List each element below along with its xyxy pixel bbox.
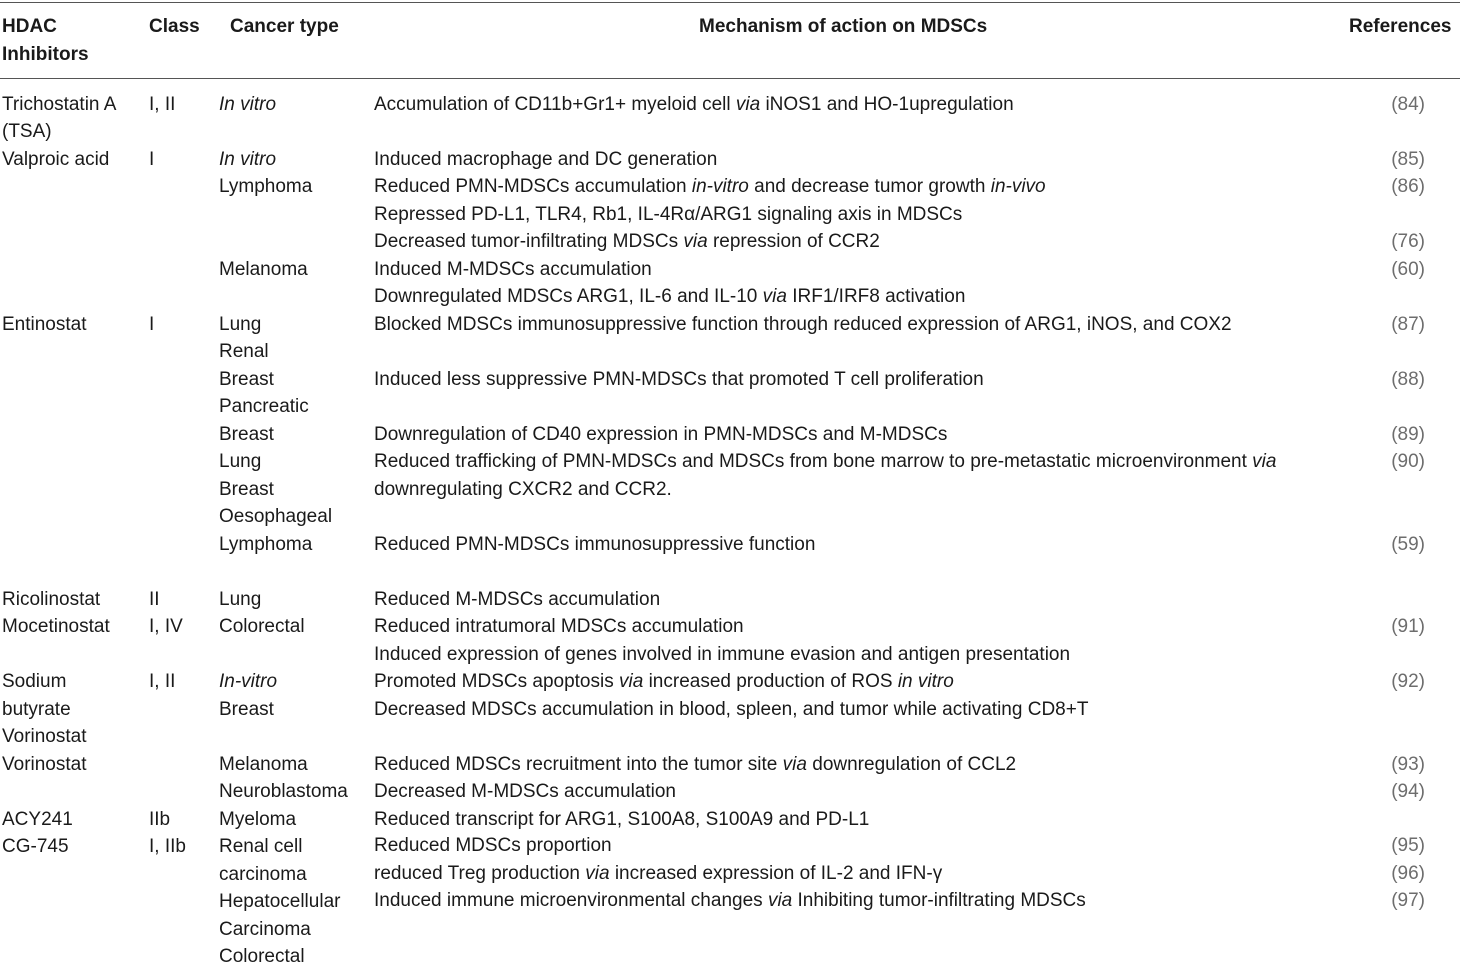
header-bottom-rule xyxy=(0,78,1460,79)
mechanism-text xyxy=(374,256,652,284)
inhibitor-name: Vorinostat xyxy=(2,726,87,747)
mechanism-text xyxy=(374,696,1088,724)
cancer-type: In vitro xyxy=(219,93,277,115)
inhibitor-name: Sodium xyxy=(2,671,67,692)
mechanism-fragment: Reduced intratumoral MDSCs accumulation xyxy=(374,616,744,637)
mechanism-text xyxy=(374,641,1070,669)
cancer-type: Myeloma xyxy=(219,808,297,830)
cancer-type: Lung xyxy=(219,313,262,335)
class-value: I xyxy=(149,148,155,170)
cancer-type: Melanoma xyxy=(219,258,308,280)
cancer-type: In vitro xyxy=(219,148,277,170)
mechanism-fragment: via xyxy=(585,862,610,884)
reference-link[interactable]: (59) xyxy=(1391,533,1425,555)
mechanism-fragment: via xyxy=(619,671,644,692)
cancer-type: Breast xyxy=(219,423,274,445)
header-hdac-line2: Inhibitors xyxy=(2,43,89,65)
mechanism-text xyxy=(374,887,1086,915)
inhibitor-name: butyrate xyxy=(2,698,71,720)
mechanism-text xyxy=(374,173,1046,201)
mechanism-fragment: Reduced MDSCs recruitment into the tumor site xyxy=(374,753,783,775)
mechanism-fragment: via xyxy=(735,93,761,115)
header-cancer-type: Cancer type xyxy=(230,16,339,37)
cancer-type: Lymphoma xyxy=(219,533,313,555)
class-value: I, II xyxy=(149,93,176,115)
inhibitor-name: Vorinostat xyxy=(2,753,87,775)
cancer-type: Lung xyxy=(219,451,262,472)
reference-link[interactable]: (92) xyxy=(1391,671,1425,692)
reference-link[interactable]: (94) xyxy=(1391,781,1425,802)
mechanism-fragment: in-vivo xyxy=(990,176,1046,197)
mechanism-fragment: in-vitro xyxy=(691,176,749,197)
mechanism-text xyxy=(374,448,1276,476)
reference-link[interactable]: (91) xyxy=(1391,616,1425,637)
header-hdac-line1: HDAC xyxy=(2,16,57,37)
inhibitor-name: Trichostatin A xyxy=(2,93,117,115)
mechanism-text xyxy=(374,860,942,888)
cancer-type: Breast xyxy=(219,478,274,500)
reference-link[interactable]: (84) xyxy=(1391,93,1425,115)
cancer-type: Colorectal xyxy=(219,616,305,637)
inhibitor-name: ACY241 xyxy=(2,808,73,830)
mechanism-text xyxy=(374,91,1014,119)
mechanism-fragment: repression of CCR2 xyxy=(707,231,880,252)
cancer-type: carcinoma xyxy=(219,863,307,885)
mechanism-text xyxy=(374,366,984,394)
mechanism-fragment: Reduced transcript for ARG1, S100A8, S100A9 and PD-L1 xyxy=(374,808,870,830)
mechanism-fragment: Induced expression of genes involved in immune evasion and antigen presentation xyxy=(374,643,1071,665)
reference-link[interactable]: (96) xyxy=(1391,862,1425,884)
reference-link[interactable]: (95) xyxy=(1391,835,1425,857)
header-class: Class xyxy=(149,16,200,37)
inhibitor-name: Mocetinostat xyxy=(2,616,110,637)
reference-link[interactable]: (88) xyxy=(1391,368,1425,390)
mechanism-text xyxy=(374,613,744,641)
header-mechanism: Mechanism of action on MDSCs xyxy=(699,16,988,37)
mechanism-fragment: reduced Treg production xyxy=(374,862,586,884)
mechanism-text xyxy=(374,806,869,834)
inhibitor-name: CG-745 xyxy=(2,836,69,857)
mechanism-fragment: and decrease tumor growth xyxy=(748,176,991,197)
mechanism-text xyxy=(374,531,815,559)
mechanism-text xyxy=(374,778,676,806)
cancer-type: Carcinoma xyxy=(219,918,311,940)
mechanism-fragment: via xyxy=(683,231,708,252)
mechanism-text xyxy=(374,228,880,256)
inhibitor-name: Valproic acid xyxy=(2,148,110,170)
cancer-type: Breast xyxy=(219,368,274,390)
mechanism-fragment: Reduced MDSCs proportion xyxy=(374,835,612,857)
mechanism-text xyxy=(374,201,962,229)
reference-link[interactable]: (89) xyxy=(1391,423,1425,445)
reference-link[interactable]: (76) xyxy=(1391,231,1425,252)
class-value: IIb xyxy=(149,808,171,830)
mechanism-fragment: increased production of ROS xyxy=(643,671,898,692)
inhibitor-name: Entinostat xyxy=(2,313,87,335)
mechanism-fragment: in vitro xyxy=(897,671,954,692)
mechanism-text xyxy=(374,421,947,449)
cancer-type: Lung xyxy=(219,588,262,610)
cancer-type: Hepatocellular xyxy=(219,891,341,912)
mechanism-fragment: Accumulation of CD11b+Gr1+ myeloid cell xyxy=(374,93,736,115)
mechanism-fragment: via xyxy=(782,753,807,775)
reference-link[interactable]: (97) xyxy=(1391,890,1425,912)
mechanism-fragment: via xyxy=(762,286,787,307)
header-references: References xyxy=(1349,16,1452,37)
mechanism-text xyxy=(374,146,717,174)
mechanism-text xyxy=(374,311,1232,339)
mechanism-text xyxy=(374,668,954,696)
cancer-type: Neuroblastoma xyxy=(219,781,348,802)
reference-link[interactable]: (85) xyxy=(1391,148,1425,170)
mechanism-fragment: increased expression of IL-2 and IFN-γ xyxy=(609,862,943,884)
mechanism-fragment: Repressed PD-L1, TLR4, Rb1, IL-4Rα/ARG1 signaling axis in MDSCs xyxy=(374,203,963,225)
mechanism-fragment: via xyxy=(1252,451,1277,472)
mechanism-fragment: Reduced trafficking of PMN-MDSCs and MDSCs from bone marrow to pre-metastatic microenvironment xyxy=(374,451,1253,472)
cancer-type: Lymphoma xyxy=(219,176,313,197)
inhibitor-name: (TSA) xyxy=(2,121,52,142)
mechanism-fragment: Induced M-MDSCs accumulation xyxy=(374,258,652,280)
reference-link[interactable]: (60) xyxy=(1391,258,1425,280)
mechanism-text xyxy=(374,283,965,311)
mechanism-fragment: iNOS1 and HO-1upregulation xyxy=(760,93,1014,115)
class-value: II xyxy=(149,588,160,610)
mechanism-text xyxy=(374,832,612,860)
cancer-type: In-vitro xyxy=(219,671,278,692)
mechanism-fragment: Reduced M-MDSCs accumulation xyxy=(374,588,661,610)
inhibitor-name: Ricolinostat xyxy=(2,588,101,610)
mechanism-fragment: Induced macrophage and DC generation xyxy=(374,148,718,170)
reference-link[interactable]: (93) xyxy=(1391,753,1425,775)
mechanism-fragment: Decreased M-MDSCs accumulation xyxy=(374,781,676,802)
mechanism-text xyxy=(374,751,1016,779)
cancer-type: Pancreatic xyxy=(219,396,309,417)
table-top-rule xyxy=(0,2,1460,3)
mechanism-fragment: Reduced PMN-MDSCs accumulation xyxy=(374,176,692,197)
mechanism-fragment: Induced immune microenvironmental changes xyxy=(374,890,768,912)
mechanism-fragment: downregulation of CCL2 xyxy=(806,753,1017,775)
mechanism-fragment: Downregulated MDSCs ARG1, IL-6 and IL-10 xyxy=(374,286,763,307)
mechanism-fragment: Reduced PMN-MDSCs immunosuppressive function xyxy=(374,533,816,555)
cancer-type: Oesophageal xyxy=(219,506,333,527)
mechanism-fragment: Induced less suppressive PMN-MDSCs that promoted T cell proliferation xyxy=(374,368,984,390)
mechanism-text xyxy=(374,586,660,614)
class-value: I, II xyxy=(149,671,176,692)
header-hdac-inhibitors xyxy=(2,13,89,68)
reference-link[interactable]: (86) xyxy=(1391,176,1425,197)
cancer-type: Renal cell xyxy=(219,836,303,857)
class-value: I xyxy=(149,313,155,335)
mechanism-fragment: Blocked MDSCs immunosuppressive function through reduced expression of ARG1, iNOS, and COX2 xyxy=(374,313,1232,335)
class-value: I, IIb xyxy=(149,836,186,857)
cancer-type: Renal xyxy=(219,341,269,362)
cancer-type: Colorectal xyxy=(219,946,305,967)
cancer-type: Breast xyxy=(219,698,274,720)
mechanism-fragment: IRF1/IRF8 activation xyxy=(786,286,966,307)
reference-link[interactable]: (90) xyxy=(1391,451,1425,472)
mechanism-fragment: Decreased MDSCs accumulation in blood, spleen, and tumor while activating CD8+T xyxy=(374,698,1089,720)
mechanism-fragment: Promoted MDSCs apoptosis xyxy=(374,671,619,692)
cancer-type: Melanoma xyxy=(219,753,308,775)
mechanism-fragment: downregulating CXCR2 and CCR2. xyxy=(374,478,672,500)
reference-link[interactable]: (87) xyxy=(1391,313,1425,335)
mechanism-text xyxy=(374,476,672,504)
mechanism-fragment: Downregulation of CD40 expression in PMN-MDSCs and M-MDSCs xyxy=(374,423,948,445)
mechanism-fragment: Inhibiting tumor-infiltrating MDSCs xyxy=(792,890,1086,912)
class-value: I, IV xyxy=(149,616,183,637)
mechanism-fragment: Decreased tumor-infiltrating MDSCs xyxy=(374,231,684,252)
mechanism-fragment: via xyxy=(767,890,793,912)
